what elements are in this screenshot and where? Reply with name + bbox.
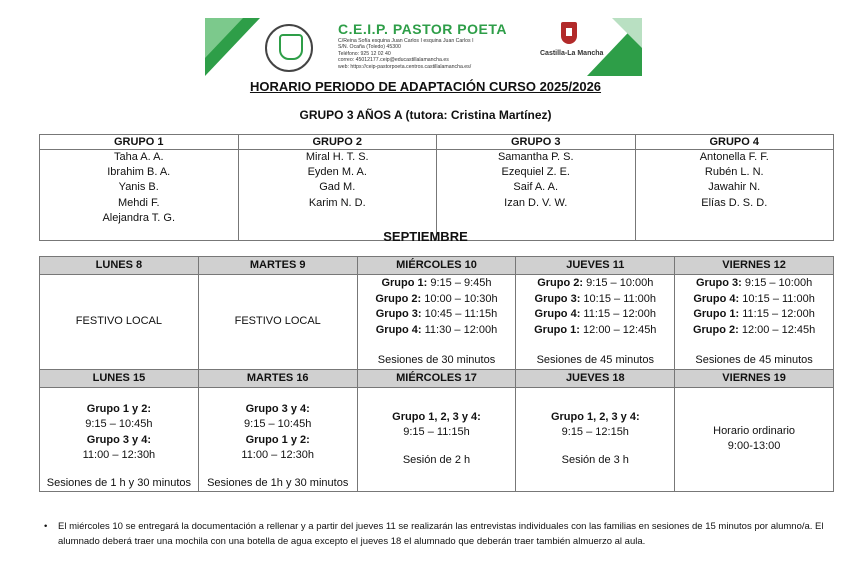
footnote [44,519,838,549]
time-slot [675,323,833,339]
slot-group: Grupo 1, 2, 3 y 4: [392,410,481,423]
student-name: Izan D. V. W. [504,196,568,209]
slot-time: 9:15 – 9:45h [427,277,492,289]
slot-group: Grupo 3 y 4: [245,402,310,415]
group-header: GRUPO 1 [40,135,239,150]
slot-group: Grupo 1 y 2: [245,433,310,446]
holiday-label: FESTIVO LOCAL [234,315,321,327]
session-note: Sesiones de 45 minutos [536,354,654,366]
address-line: C/Reina Sofía esquina Juan Carlos I esquina Juan Carlos I [338,38,474,44]
slot-time: 10:45 – 11:15h [421,308,498,320]
group-header: GRUPO 4 [635,135,834,150]
day-header: MIÉRCOLES 10 [357,257,516,275]
slot-time: 10:15 – 11:00h [580,292,657,305]
student-name: Ezequiel Z. E. [501,166,570,179]
slot-time: 11:15 – 12:00h [739,308,815,320]
day-header: VIERNES 19 [675,369,834,387]
group-members [635,150,834,241]
slot-group: Grupo 4: [375,323,422,336]
time-slot [516,307,674,323]
schedule-cell [357,387,516,492]
slot-group: Grupo 1: [534,323,580,336]
schedule-cell [198,387,357,492]
slot-time: 9:15 – 10:45h [244,418,312,430]
student-name: Karim N. D. [308,196,366,209]
session-note: Sesiones de 1h y 30 minutos [207,476,349,489]
student-name: Mehdi F. [117,196,160,209]
day-header: MARTES 16 [198,369,357,387]
slot-time: 11:15 – 12:00h [580,308,657,320]
slot-time: 11:00 – 12:30h [82,449,156,461]
region-logo-text: Castilla-La Mancha [540,50,604,57]
student-name: Eyden M. A. [307,166,367,179]
session-note: Sesiones de 1 h y 30 minutos [46,476,192,489]
slot-time: 10:00 – 10:30h [421,292,498,305]
school-header [205,18,642,76]
schedule-cell [357,275,516,370]
slot-time: 11:00 – 12:30h [241,449,314,461]
time-slot [516,276,674,292]
groups-table [39,134,834,241]
schedule-cell [40,387,199,492]
time-slot [358,323,516,339]
session-note: Sesiones de 45 minutos [695,354,813,366]
student-name: Rubén L. N. [704,166,764,179]
slot-time: 12:00 – 12:45h [579,323,657,336]
group-members [40,150,239,241]
slot-group: Grupo 2: [692,323,739,336]
web-line: web: https://ceip-pastorpoeta.centros.castillalamancha.es/ [338,63,472,70]
session-note: Sesiones de 30 minutos [377,354,496,366]
light-green-corner-right [612,18,642,48]
email-line: correo: 45012177.ceip@educastillalamancha.es [338,57,449,64]
day-header: LUNES 15 [40,369,199,387]
group-members [238,150,437,241]
group-header: GRUPO 2 [238,135,437,150]
slot-time: 10:15 – 11:00h [739,292,815,305]
time-slot [516,292,674,308]
slot-group: Grupo 3: [696,277,742,289]
time-slot [675,276,833,292]
day-header: MARTES 9 [198,257,357,275]
day-header: JUEVES 11 [516,257,675,275]
region-crest-icon [561,22,577,44]
time-slot [358,292,516,308]
address-line: S/N. Ocaña (Toledo) 45300 [338,44,401,51]
time-slot [675,292,833,308]
student-name: Antonella F. F. [699,151,769,163]
group-header: GRUPO 3 [437,135,636,150]
slot-group: Grupo 1 y 2: [86,402,151,415]
schedule-cell [40,275,199,370]
bullet-icon: • [44,521,48,532]
student-name: Gad M. [319,181,356,194]
page-title: HORARIO PERIODO DE ADAPTACIÓN CURSO 2025/2026 [249,79,602,94]
slot-time: 9:15 – 10:00h [583,277,654,289]
student-name: Elías D. S. D. [701,196,768,209]
day-header: LUNES 8 [40,257,199,275]
slot-group: Grupo 2: [537,277,584,289]
session-note: Sesión de 3 h [561,453,629,466]
slot-group: Grupo 3 y 4: [86,433,151,446]
slot-group: Grupo 3: [534,292,581,305]
footnote-text: El miércoles 10 se entregará la documentación a rellenar y a partir del jueves 11 se realizarán las entrevistas individuales con las familias en sesiones de 15 minutos por alumno/a. El alumnado deberá traer una mochila con una botella de agua excepto el jueves 18 el alumnado que deberán traer también almuerzo al aula. [58,521,824,547]
student-name: Ibrahim B. A. [107,166,171,179]
school-name: C.E.I.P. PASTOR POETA [338,21,507,37]
regular-schedule-time: 9:00-13:00 [727,440,781,453]
slot-group: Grupo 1: [381,277,428,289]
slot-time: 9:15 – 12:15h [561,426,629,438]
day-header: VIERNES 12 [675,257,834,275]
student-name: Samantha P. S. [497,151,574,163]
schedule-cell [516,275,675,370]
slot-time: 9:15 – 10:00h [741,277,813,289]
page-subtitle: GRUPO 3 AÑOS A (tutora: Cristina Martínez) [299,108,552,122]
slot-time: 11:30 – 12:00h [421,323,498,336]
light-green-corner-left [205,18,243,58]
student-name: Alejandra T. G. [102,211,176,224]
time-slot [358,276,516,292]
schedule-cell [675,387,834,492]
day-header: JUEVES 18 [516,369,675,387]
group-members [437,150,636,241]
slot-time: 12:00 – 12:45h [738,323,816,336]
student-name: Yanis B. [118,181,159,194]
slot-group: Grupo 3: [375,308,422,320]
time-slot [516,323,674,339]
school-address [338,38,474,70]
schedule-cell [516,387,675,492]
month-title: SEPTIEMBRE [383,229,468,244]
student-name: Taha A. A. [113,151,164,163]
day-header: MIÉRCOLES 17 [357,369,516,387]
regular-schedule-label: Horario ordinario [713,424,796,437]
phone-line: Teléfono: 925 12 02 40 [338,50,391,57]
slot-group: Grupo 1: [693,308,740,320]
time-slot [675,307,833,323]
session-note: Sesión de 2 h [402,453,471,466]
slot-group: Grupo 1, 2, 3 y 4: [550,410,640,423]
school-seal-icon [265,24,313,72]
slot-group: Grupo 2: [375,292,422,305]
slot-group: Grupo 4: [693,292,740,305]
student-name: Jawahir N. [708,181,761,194]
time-slot [358,307,516,323]
student-name: Saif A. A. [513,181,559,194]
slot-time: 9:15 – 10:45h [85,418,153,430]
schedule-cell [675,275,834,370]
schedule-cell [198,275,357,370]
slot-group: Grupo 4: [534,308,581,320]
schedule-table [39,256,834,492]
slot-time: 9:15 – 11:15h [403,426,470,438]
student-name: Miral H. T. S. [305,151,369,163]
holiday-label: FESTIVO LOCAL [75,315,162,327]
